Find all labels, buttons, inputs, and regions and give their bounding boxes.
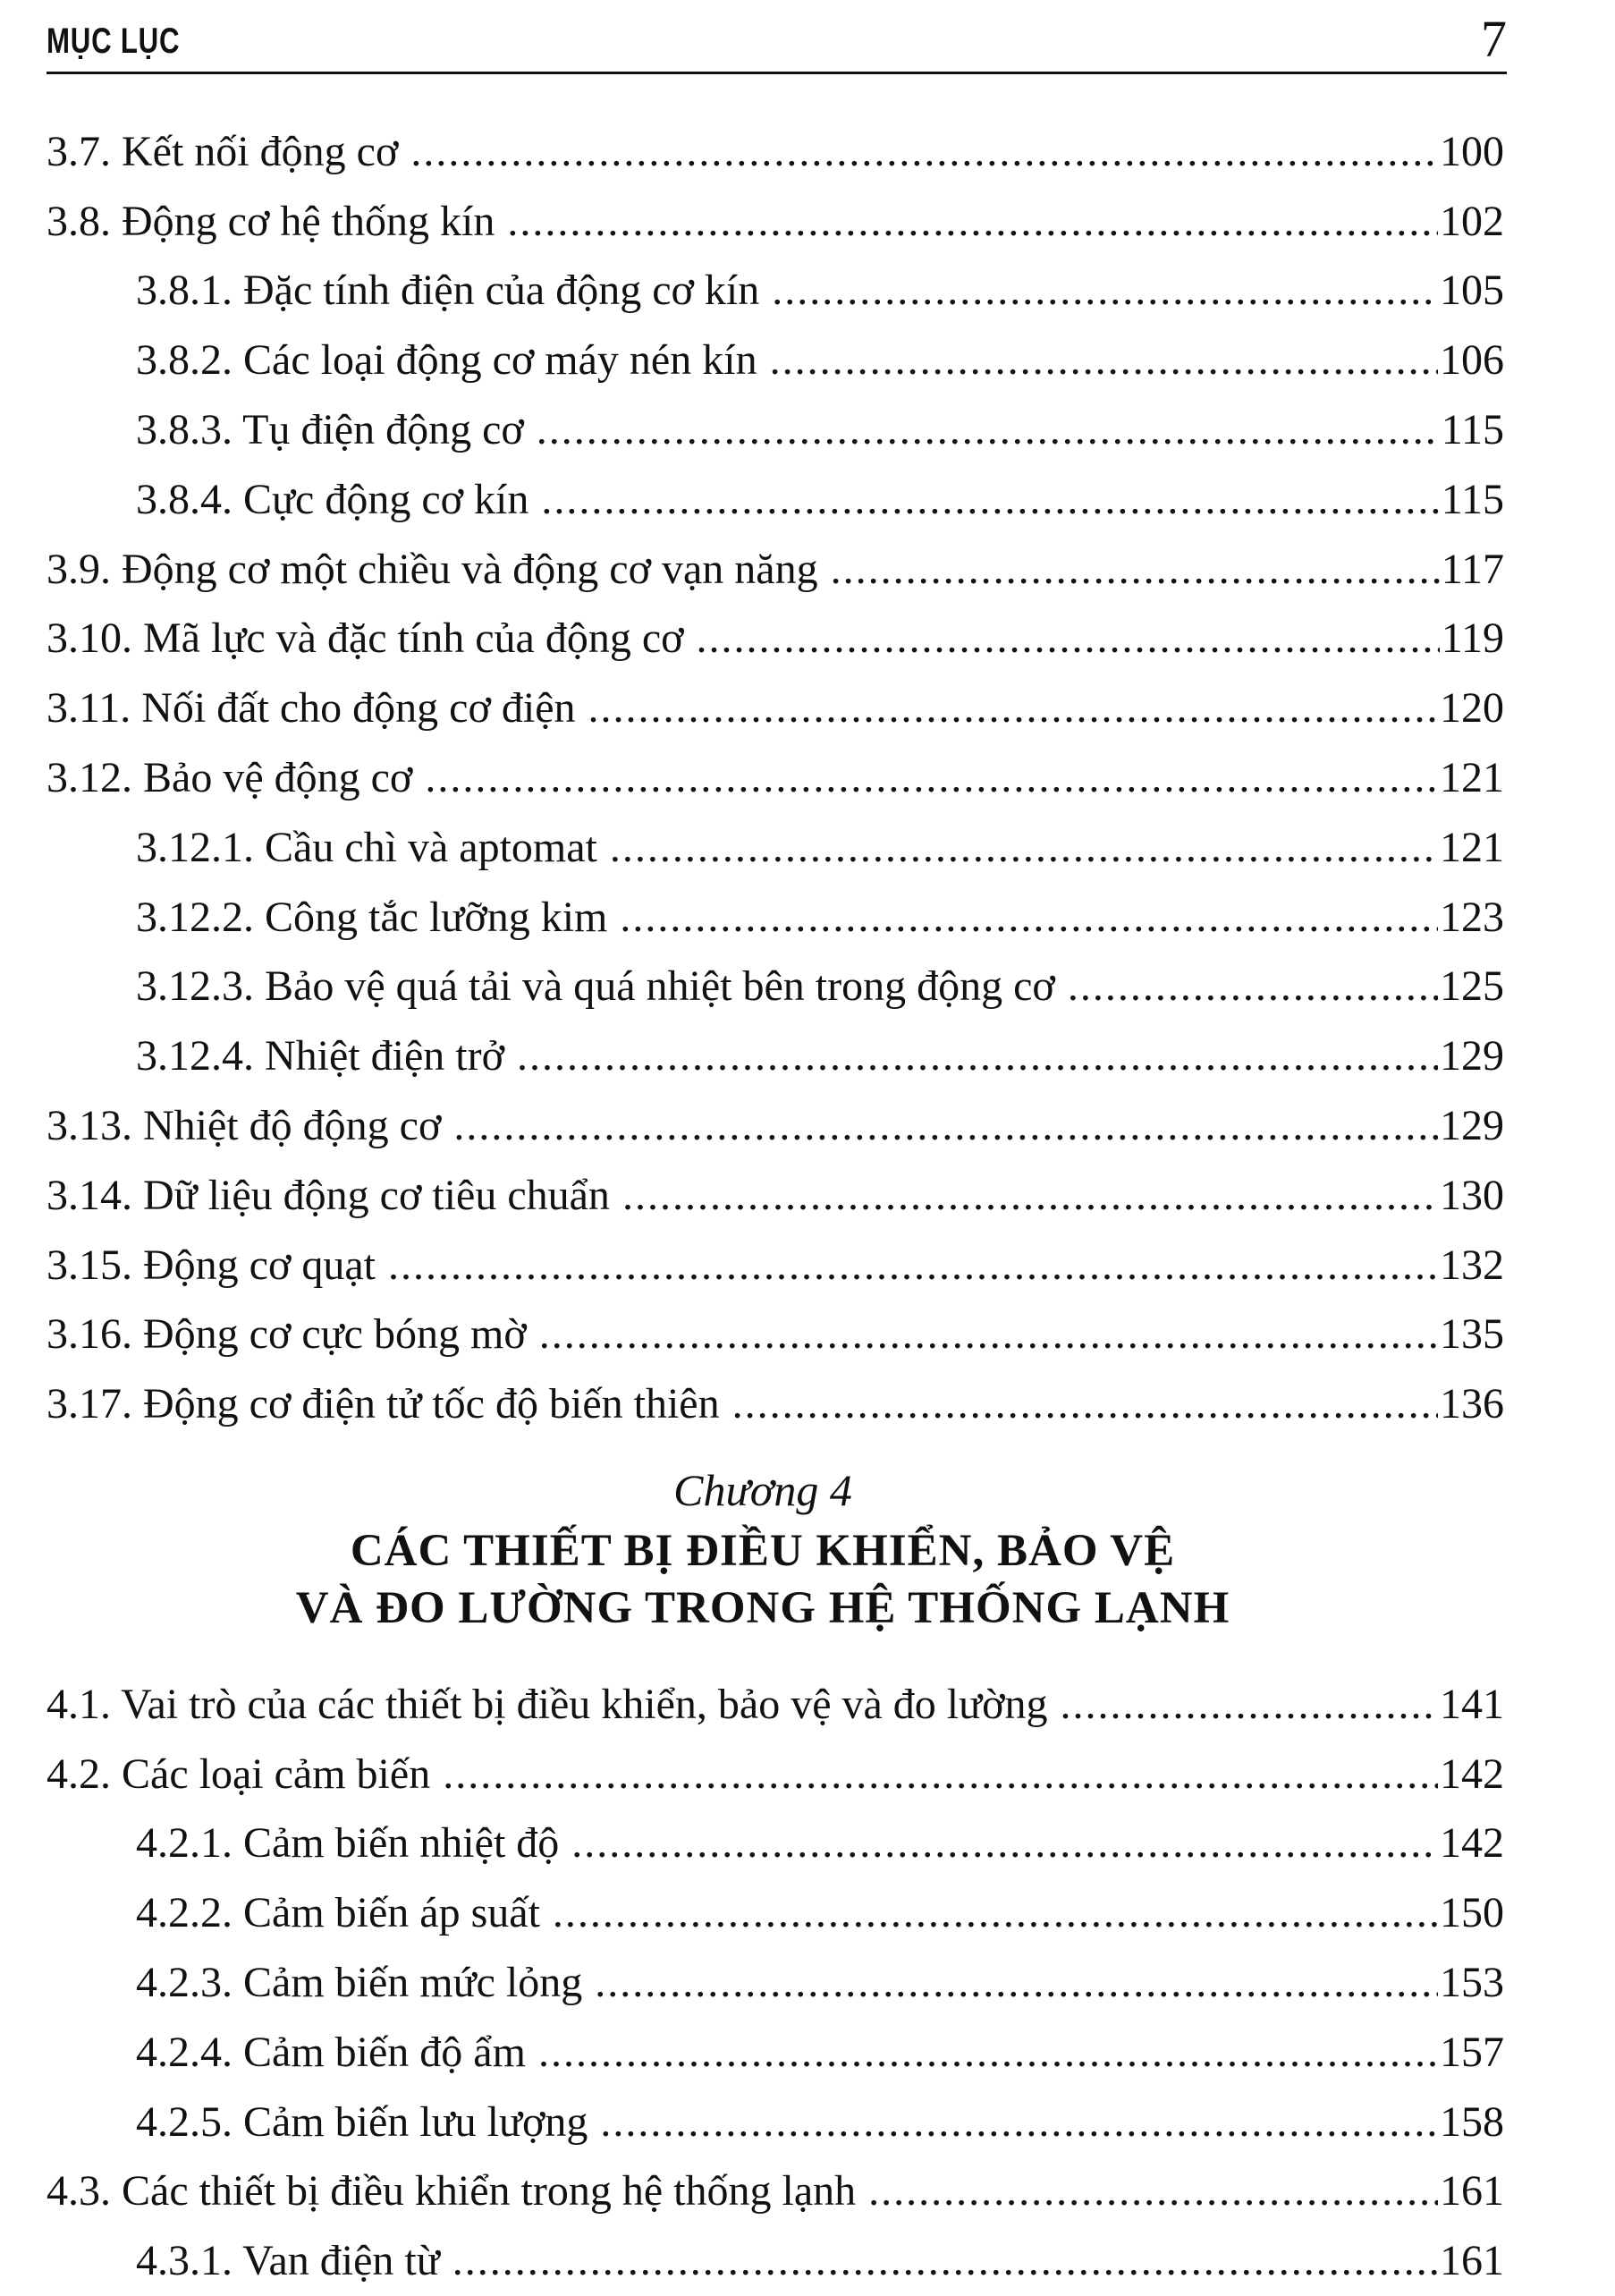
toc-entry-page: 142 — [1440, 1750, 1504, 1798]
toc-entry — [47, 1091, 1504, 1161]
toc-entry-page: 136 — [1440, 1380, 1504, 1428]
toc-leader-dots — [453, 1105, 1438, 1148]
toc-entry-page: 121 — [1440, 823, 1504, 871]
toc-leader-dots — [772, 269, 1438, 312]
toc-entry-page: 102 — [1440, 197, 1504, 245]
toc-leader-dots — [1061, 1683, 1438, 1726]
toc-entry — [47, 953, 1504, 1022]
toc-entry-page: 119 — [1441, 614, 1504, 663]
toc-entry — [47, 883, 1504, 953]
toc-leader-dots — [732, 1383, 1438, 1426]
toc-leader-dots — [538, 2031, 1438, 2074]
toc-leader-dots — [595, 1961, 1438, 2004]
toc-entry-title: 3.8.1. Đặc tính điện của động cơ kín — [136, 267, 760, 315]
toc-entry-title: 4.2.1. Cảm biến nhiệt độ — [136, 1819, 560, 1868]
toc-entry-page: 106 — [1440, 336, 1504, 385]
toc-entry-page: 123 — [1440, 893, 1504, 941]
chapter-title-line-2: VÀ ĐO LƯỜNG TRONG HỆ THỐNG LẠNH — [295, 1583, 1230, 1633]
toc-entry-page: 120 — [1440, 684, 1504, 733]
toc-entry-title: 3.8.2. Các loại động cơ máy nén kín — [136, 336, 757, 385]
toc-leader-dots — [588, 687, 1439, 730]
toc-entry-page: 129 — [1440, 1032, 1504, 1080]
toc-entry-title: 3.12. Bảo vệ động cơ — [47, 754, 413, 802]
toc-entry — [47, 2018, 1504, 2088]
toc-entry — [47, 813, 1504, 883]
toc-entry-page: 105 — [1440, 267, 1504, 315]
toc-entry — [47, 535, 1504, 605]
toc-leader-dots — [452, 2240, 1438, 2283]
toc-entry — [47, 1948, 1504, 2018]
toc-entry-title: 3.8.3. Tụ điện động cơ — [136, 406, 524, 454]
toc-entry-title: 3.12.2. Công tắc lưỡng kim — [136, 893, 608, 941]
toc-leader-dots — [1068, 965, 1438, 1008]
toc-entry-title: 3.7. Kết nối động cơ — [47, 127, 399, 175]
toc-leader-dots — [410, 131, 1438, 174]
chapter-title-line-1: CÁC THIẾT BỊ ĐIỀU KHIỂN, BẢO VỆ — [350, 1526, 1176, 1576]
toc-entry-page: 115 — [1441, 475, 1504, 523]
toc-leader-dots — [425, 757, 1438, 800]
toc-entry-title: 3.10. Mã lực và đặc tính của động cơ — [47, 614, 684, 663]
toc-entry — [47, 2157, 1504, 2227]
toc-leader-dots — [507, 200, 1438, 243]
toc-entry-page: 100 — [1440, 127, 1504, 175]
toc-entry-page: 125 — [1440, 962, 1504, 1011]
toc-leader-dots — [697, 617, 1440, 660]
toc-entry-page: 121 — [1440, 754, 1504, 802]
toc-entry-title: 4.2.4. Cảm biến độ ẩm — [136, 2028, 526, 2076]
toc-entry-title: 4.2. Các loại cảm biến — [47, 1750, 431, 1798]
toc-entry-page: 161 — [1440, 2237, 1504, 2285]
toc-entry-page: 142 — [1440, 1819, 1504, 1868]
toc-entry — [47, 395, 1504, 465]
toc-entry-title: 3.8. Động cơ hệ thống kín — [47, 197, 495, 245]
toc-entry — [47, 1161, 1504, 1231]
toc-leader-dots — [571, 1822, 1438, 1865]
toc-entry — [47, 1021, 1504, 1091]
toc-entry — [47, 465, 1504, 535]
toc-leader-dots — [539, 1313, 1438, 1356]
toc-entry-page: 132 — [1440, 1241, 1504, 1289]
toc-entry — [47, 1670, 1504, 1740]
toc-leader-dots — [541, 479, 1439, 521]
toc-entry-page: 115 — [1441, 406, 1504, 454]
toc-entry-title: 3.12.3. Bảo vệ quá tải và quá nhiệt bên trong động cơ — [136, 962, 1055, 1011]
toc-entry-title: 3.16. Động cơ cực bóng mờ — [47, 1310, 527, 1359]
toc-entry-title: 3.15. Động cơ quạt — [47, 1241, 376, 1289]
toc-entry — [47, 326, 1504, 395]
toc-entry — [47, 1809, 1504, 1879]
header-title: MỤC LỤC — [47, 21, 181, 61]
toc-leader-dots — [622, 1174, 1438, 1217]
chapter-heading — [0, 1463, 1615, 1637]
toc-list-part2 — [47, 1670, 1504, 2296]
toc-entry — [47, 117, 1504, 187]
toc-entry — [47, 1369, 1504, 1439]
toc-entry-title: 3.12.1. Cầu chì và aptomat — [136, 823, 597, 871]
toc-entry-title: 4.2.5. Cảm biến lưu lượng — [136, 2097, 588, 2146]
toc-entry-page: 150 — [1440, 1889, 1504, 1937]
toc-entry — [47, 1301, 1504, 1370]
toc-entry — [47, 1231, 1504, 1301]
toc-leader-dots — [610, 826, 1438, 869]
chapter-label: Chương 4 — [673, 1465, 852, 1515]
toc-entry-page: 157 — [1440, 2028, 1504, 2076]
toc-entry-title: 3.13. Nhiệt độ động cơ — [47, 1102, 442, 1150]
toc-entry-title: 3.9. Động cơ một chiều và động cơ vạn năng — [47, 545, 818, 593]
toc-entry-title: 3.12.4. Nhiệt điện trở — [136, 1032, 504, 1080]
toc-entry-title: 3.11. Nối đất cho động cơ điện — [47, 684, 576, 733]
toc-entry-page: 130 — [1440, 1171, 1504, 1219]
toc-leader-dots — [620, 896, 1438, 939]
toc-entry-title: 4.3.1. Van điện từ — [136, 2237, 440, 2285]
toc-entry-page: 153 — [1440, 1959, 1504, 2007]
toc-leader-dots — [770, 339, 1438, 382]
toc-entry — [47, 1878, 1504, 1948]
toc-leader-dots — [600, 2101, 1438, 2144]
toc-entry-page: 135 — [1440, 1310, 1504, 1359]
toc-entry-title: 3.14. Dữ liệu động cơ tiêu chuẩn — [47, 1171, 610, 1219]
page-header — [47, 0, 1507, 74]
toc-entry — [47, 743, 1504, 813]
header-page-number: 7 — [1481, 10, 1507, 68]
toc-entry-page: 129 — [1440, 1102, 1504, 1150]
toc-entry-title: 4.1. Vai trò của các thiết bị điều khiển, bảo vệ và đo lường — [47, 1680, 1048, 1728]
toc-entry-page: 117 — [1441, 545, 1504, 593]
toc-entry — [47, 605, 1504, 674]
toc-entry — [47, 674, 1504, 743]
toc-entry — [47, 2088, 1504, 2157]
toc-entry — [47, 187, 1504, 257]
toc-entry-title: 4.2.2. Cảm biến áp suất — [136, 1889, 540, 1937]
toc-entry — [47, 2226, 1504, 2296]
toc-entry-title: 4.2.3. Cảm biến mức lỏng — [136, 1959, 583, 2007]
toc-leader-dots — [388, 1244, 1438, 1287]
toc-leader-dots — [517, 1035, 1438, 1078]
toc-entry — [47, 1740, 1504, 1809]
toc-entry-title: 4.3. Các thiết bị điều khiển trong hệ thống lạnh — [47, 2167, 857, 2216]
toc-entry-page: 141 — [1440, 1680, 1504, 1728]
toc-leader-dots — [831, 548, 1440, 591]
toc-leader-dots — [868, 2170, 1438, 2213]
toc-leader-dots — [443, 1753, 1438, 1796]
toc-leader-dots — [537, 409, 1440, 452]
toc-entry-page: 158 — [1440, 2097, 1504, 2146]
toc-entry-page: 161 — [1440, 2167, 1504, 2216]
toc-entry — [47, 257, 1504, 326]
toc-leader-dots — [553, 1892, 1438, 1935]
toc-entry-title: 3.17. Động cơ điện tử tốc độ biến thiên — [47, 1380, 720, 1428]
toc-list-part1 — [47, 117, 1504, 1439]
toc-entry-title: 3.8.4. Cực động cơ kín — [136, 475, 529, 523]
